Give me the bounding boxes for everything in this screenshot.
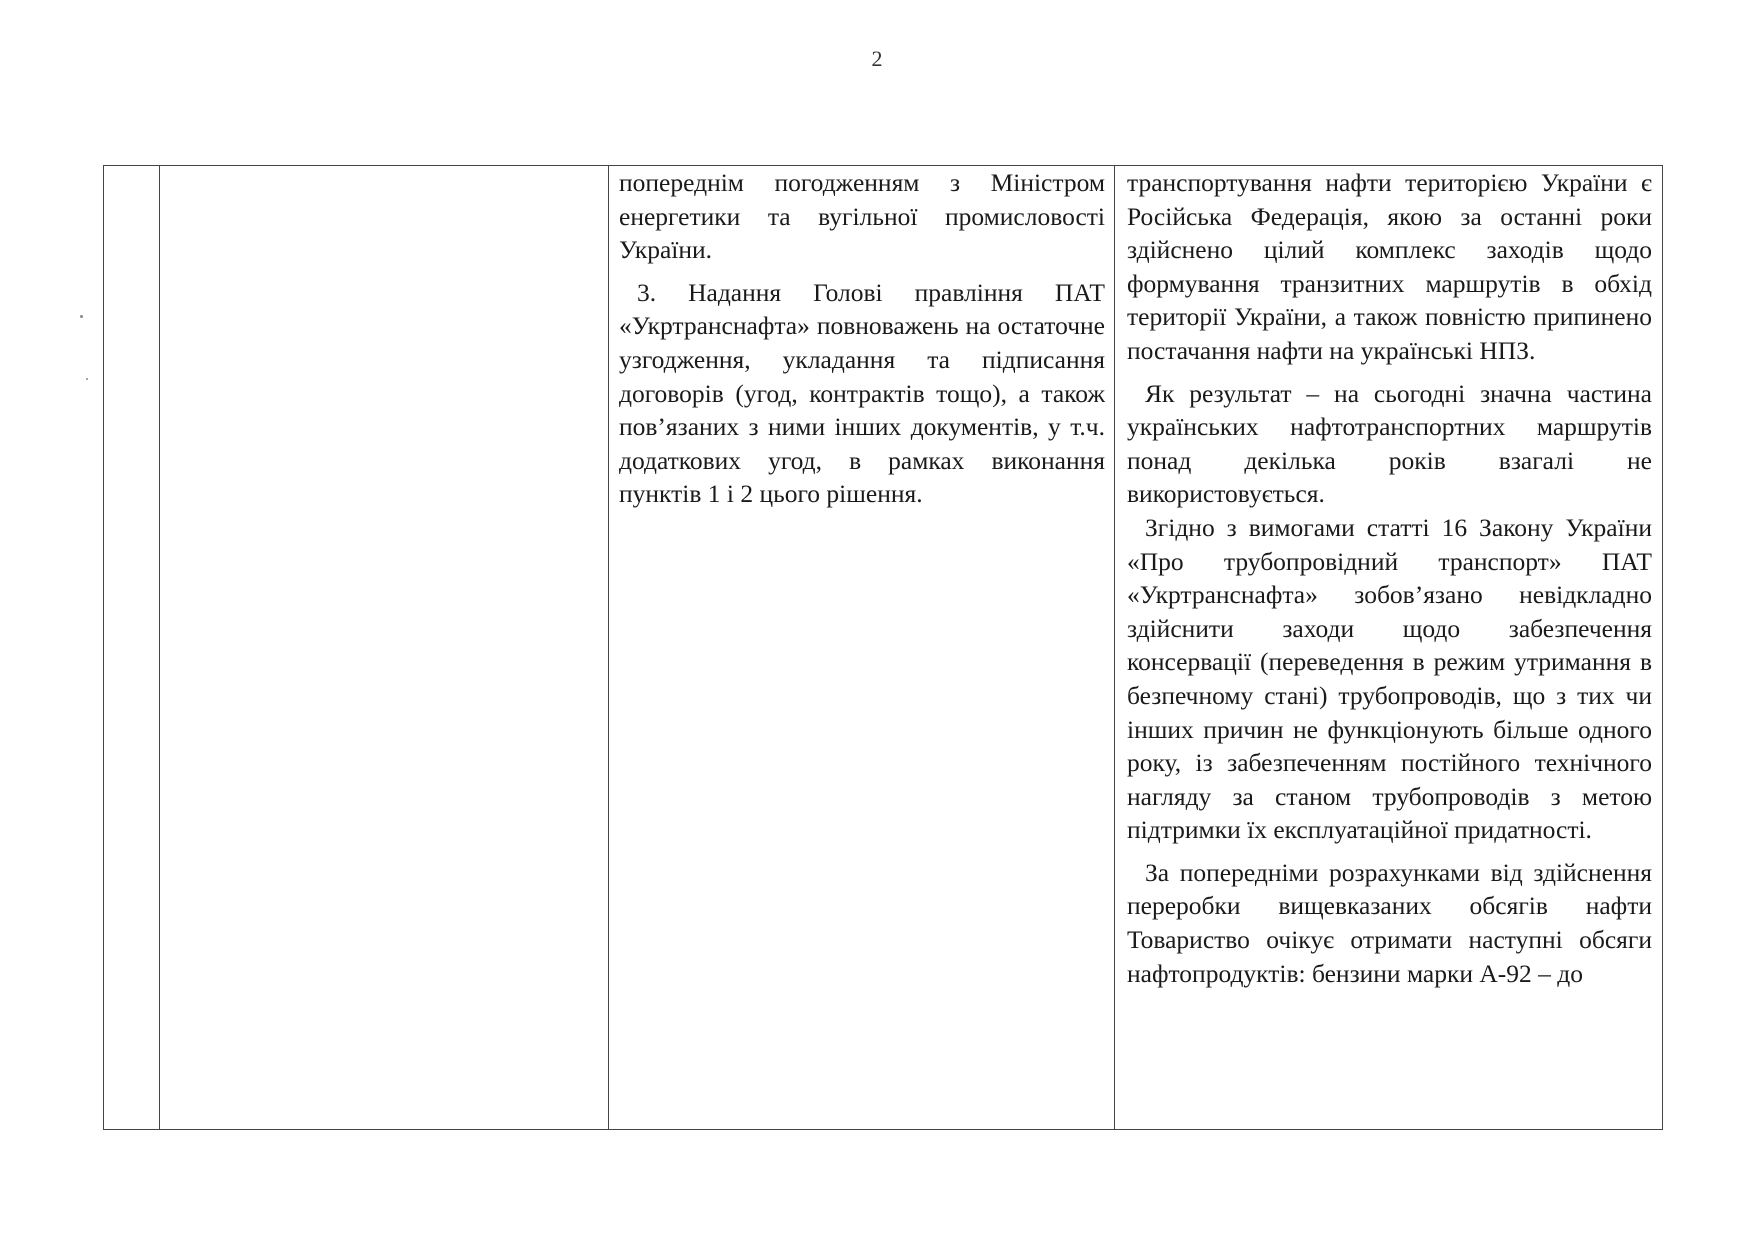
- justification-paragraph-4: За попередніми розрахунками від здійснення переробки вищевказаних обсягів нафти Товариство очікує отримати наступні обсяги нафтопродуктів: бензини марки А-92 – до: [1127, 857, 1652, 988]
- justification-paragraph-2: Як результат – на сьогодні значна частина українських нафтотранспортних маршрутів понад декілька років взагалі не використовується.: [1127, 378, 1652, 509]
- column-divider-1: [159, 166, 160, 1129]
- table-cell-justification: [1127, 166, 1652, 990]
- justification-paragraph-3: Згідно з вимогами статті 16 Закону України «Про трубопровідний транспорт» ПАТ «Укртранснафта» зобов’язано невідкладно здійснити заходи щодо забезпечення консервації (переведення в режим утримання в безпечному стані) трубопроводів, що з тих чи інших причин не функціонують більше одного року, із забезпеченням постійного технічного нагляду за станом трубопроводів з метою підтримки їх експлуатаційної придатності.: [1127, 512, 1652, 845]
- document-table: [103, 165, 1663, 1130]
- column-divider-2: [608, 166, 609, 1129]
- scan-speck: [86, 378, 88, 380]
- justification-paragraph-1: транспортування нафти територією України є Російська Федерація, якою за останні роки здійснено цілий комплекс заходів щодо формування транзитних маршрутів в обхід території України, а також повністю припинено постачання нафти на українські НПЗ.: [1127, 168, 1652, 365]
- decision-paragraph-2: 3. Надання Голові правління ПАТ «Укртранснафта» повноважень на остаточне узгодження, укладання та підписання договорів (угод, контрактів тощо), а також пов’язаних з ними інших документів, у т.ч. додаткових угод, в рамках виконання пунктів 1 і 2 цього рішення.: [619, 277, 1105, 509]
- table-cell-decision: [619, 166, 1105, 511]
- column-divider-3: [1114, 166, 1115, 1129]
- scan-speck: [80, 315, 83, 318]
- page-number: 2: [871, 46, 883, 71]
- decision-paragraph-1: попереднім погодженням з Міністром енергетики та вугільної промисловості України.: [619, 168, 1105, 265]
